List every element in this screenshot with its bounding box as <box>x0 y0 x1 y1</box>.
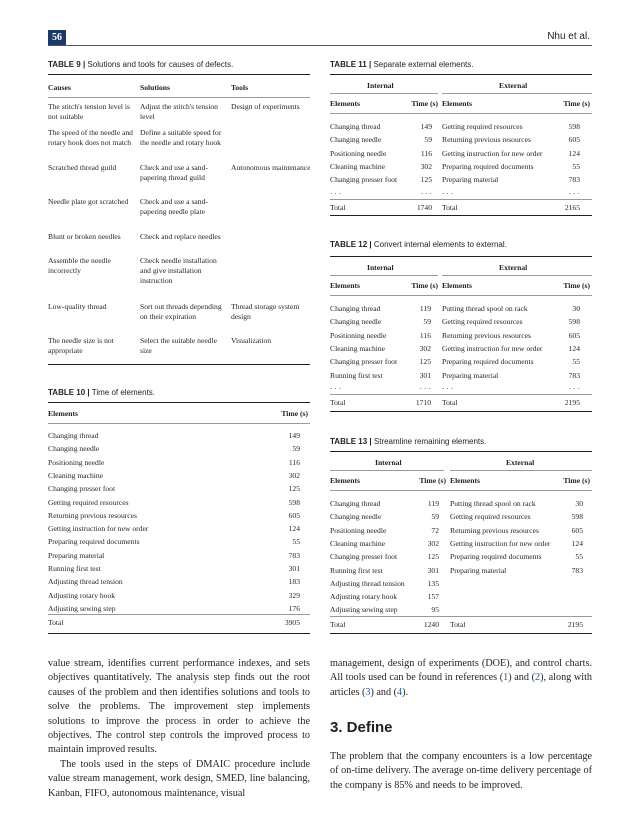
table10-time: 116 <box>288 457 300 467</box>
table11-internal-element: Positioning needle <box>330 148 387 158</box>
table10-element: Cleaning machine <box>48 470 104 480</box>
table10-element: Adjusting thread tension <box>48 577 123 587</box>
table11-header-time: Time (s) <box>411 99 438 108</box>
table11-external-time: 605 <box>568 135 580 145</box>
table10-time: 183 <box>288 577 300 587</box>
table11-internal-time: 1740 <box>416 202 432 212</box>
table12-external-time: · · · <box>568 383 580 393</box>
table10-header-elements: Elements <box>48 409 78 418</box>
table13-external-element: Returning previous resources <box>450 525 539 535</box>
table11-external-time: 783 <box>568 175 580 185</box>
table9-tool: Visualization <box>231 336 272 345</box>
section-title: 3. Define <box>330 719 393 736</box>
table11-internal-element: Changing presser foot <box>330 175 398 185</box>
table12-header-elements-ext: Elements <box>442 281 472 290</box>
table12-internal-time: 59 <box>423 317 431 327</box>
table12-internal-time: 119 <box>419 304 431 313</box>
table10-element: Changing needle <box>48 444 100 454</box>
table13-external-element: Total <box>450 619 466 629</box>
table9-solution: Select the suitable needle size <box>140 336 217 355</box>
table13-header-elements: Elements <box>330 476 360 485</box>
table9-solution: Define a suitable speed for the needle and rotary hook <box>140 128 222 147</box>
table12-header-time-ext: Time (s) <box>563 281 590 290</box>
table9-top-rule <box>48 74 310 75</box>
table10-time: 125 <box>288 484 300 494</box>
table10-element: Returning previous resources <box>48 510 137 520</box>
table10-header-time: Time (s) <box>281 409 308 418</box>
table12-external-element: Preparing material <box>442 370 499 380</box>
table10-time: 124 <box>288 524 300 534</box>
table12-title: Convert internal elements to external. <box>371 240 507 249</box>
table13-internal-time: 125 <box>427 552 439 562</box>
table11-caption <box>330 60 474 69</box>
table12-external-element: · · · <box>442 383 454 393</box>
table9-cause: Scratched thread guild <box>48 163 117 172</box>
right-column-text-2 <box>330 750 592 793</box>
table10-element: Adjusting rotary hook <box>48 590 116 600</box>
table10-element: Positioning needle <box>48 457 105 467</box>
table9-tool: Autonomous maintenance <box>231 163 311 172</box>
right-paragraph-2: The problem that the company encounters is a low percentage of on-time delivery. The average on-time delivery percentage of the company is 85% and needs to be improved. <box>330 751 592 791</box>
table11-internal-element: Changing needle <box>330 135 382 145</box>
table12-internal-time: 116 <box>419 330 431 340</box>
table9-cause: Needle plate got scratched <box>48 197 129 206</box>
table9-solution: Check needle installation and give installation instruction <box>140 256 217 285</box>
table13-internal-element: Total <box>330 619 346 629</box>
table12-external-element: Returning previous resources <box>442 330 531 340</box>
table11-header-rule <box>330 113 592 114</box>
table13-internal-time: 301 <box>427 565 439 575</box>
table12-external-time: 30 <box>572 304 580 313</box>
left-paragraph-2: The tools used in the steps of DMAIC procedure include value stream management, work design, SMED, line balancing, Kanban, FIFO, autonomous maintenance, visual <box>48 758 310 799</box>
table11-internal-time: · · · <box>420 188 432 198</box>
table12-group-external: External <box>499 263 528 272</box>
table11-internal-time: 59 <box>424 135 432 145</box>
table9-solution: Check and use a sand-papering needle plate <box>140 197 208 216</box>
table12-group-rule-internal <box>330 275 438 276</box>
table12-bottom-rule <box>330 411 592 412</box>
table13-group-external: External <box>506 458 535 467</box>
table13-external-element: Preparing material <box>450 565 507 575</box>
table9-header-causes: Causes <box>48 83 71 92</box>
table13-internal-time: 302 <box>427 538 439 548</box>
table11-external-time: · · · <box>568 188 580 198</box>
table9-solution: Adjust the stitch's tension level <box>140 102 218 121</box>
table9-cause: The speed of the needle and rotary hook does not match <box>48 128 133 147</box>
table11-group-external: External <box>499 81 528 90</box>
table12-external-time: 598 <box>568 317 580 327</box>
right-p1-text-c: ), along with articles ( <box>330 672 593 698</box>
table11-external-element: Getting instruction for new order <box>442 148 543 158</box>
table12-group-internal: Internal <box>367 263 394 272</box>
citation-link-2[interactable]: 2 <box>534 672 541 684</box>
table13-header-elements-ext: Elements <box>450 476 480 485</box>
citation-link-4[interactable]: 4 <box>397 686 403 698</box>
table13-internal-time: 157 <box>427 592 439 602</box>
table9-cause: The needle size is not appropriate <box>48 336 114 355</box>
table12-internal-time: 1710 <box>415 398 431 408</box>
table13-internal-time: 72 <box>431 525 439 535</box>
left-column-text <box>48 657 310 801</box>
table10-total-rule <box>48 614 310 615</box>
table11-total-rule <box>330 199 592 200</box>
right-p1-text-a: management, design of experiments (DOE), and control charts. All tools used can be found in references ( <box>330 658 592 684</box>
table13-internal-time: 1240 <box>423 619 439 629</box>
table13-external-time: 598 <box>571 512 583 522</box>
table11-external-time: 55 <box>572 161 580 171</box>
table13-external-time: 30 <box>575 499 583 508</box>
table11-external-time: 598 <box>568 122 580 131</box>
table13-header-time-ext: Time (s) <box>563 476 590 485</box>
table11-group-internal: Internal <box>367 81 394 90</box>
table11-group-rule-external <box>442 93 592 94</box>
table13-external-time: 2195 <box>567 619 583 629</box>
table11-external-time: 124 <box>568 148 580 158</box>
table11-internal-element: · · · <box>330 188 342 198</box>
table9-label: TABLE 9 | <box>48 60 86 69</box>
table13-group-rule-external <box>450 470 592 471</box>
table10-element: Preparing required documents <box>48 537 140 547</box>
table10-top-rule <box>48 402 310 403</box>
table12-internal-element: Changing presser foot <box>330 357 398 367</box>
table9-header-solutions: Solutions <box>140 83 170 92</box>
table12-total-rule <box>330 394 592 395</box>
table10-element: Adjusting sewing step <box>48 603 116 613</box>
table13-external-element: Getting required resources <box>450 512 531 522</box>
table11-header-elements: Elements <box>330 99 360 108</box>
table13-internal-element: Changing needle <box>330 512 382 522</box>
table10-time: 302 <box>288 470 300 480</box>
table12-external-element: Putting thread spool on rack <box>442 304 528 313</box>
page-number: 56 <box>48 30 66 45</box>
table12-external-element: Getting instruction for new order <box>442 343 543 353</box>
table11-external-element: Preparing required documents <box>442 161 534 171</box>
table12-internal-element: Running first test <box>330 370 383 380</box>
table11-external-element: Getting required resources <box>442 122 523 131</box>
table10-caption <box>48 388 155 397</box>
table13-header-time: Time (s) <box>419 476 446 485</box>
table13-internal-time: 95 <box>431 605 439 615</box>
table13-group-rule-internal <box>330 470 444 471</box>
right-p1-text-b: ) and ( <box>508 672 535 684</box>
table13-external-element: Preparing required documents <box>450 552 542 562</box>
table10-time: 598 <box>288 497 300 507</box>
table13-bottom-rule <box>330 633 592 634</box>
table11-group-rule-internal <box>330 93 438 94</box>
table13-internal-element: Changing thread <box>330 499 381 508</box>
table9-header-rule <box>48 97 310 98</box>
table11-internal-element: Changing thread <box>330 122 381 131</box>
table13-external-time: 605 <box>571 525 583 535</box>
table12-header-time: Time (s) <box>411 281 438 290</box>
table13-external-element: Getting instruction for new order <box>450 538 551 548</box>
table12-caption <box>330 240 507 249</box>
table9-solution: Check and use a sand-papering thread guild <box>140 163 208 182</box>
table12-internal-time: 301 <box>419 370 431 380</box>
table10-label: TABLE 10 | <box>48 388 90 397</box>
table12-internal-element: · · · <box>330 383 342 393</box>
table13-internal-element: Cleaning machine <box>330 538 386 548</box>
table10-element: Total <box>48 618 64 628</box>
table12-external-time: 55 <box>572 357 580 367</box>
table12-internal-time: 125 <box>419 357 431 367</box>
running-head: Nhu et al. <box>547 31 590 42</box>
table9-title: Solutions and tools for causes of defects. <box>85 60 234 69</box>
table9-cause: The stitch's tension level is not suitable <box>48 102 130 121</box>
table10-time: 3905 <box>284 618 300 628</box>
table13-external-element: Putting thread spool on rack <box>450 499 536 508</box>
header-rule <box>48 45 592 46</box>
table10-time: 55 <box>292 537 300 547</box>
table13-internal-element: Adjusting thread tension <box>330 578 405 588</box>
table12-external-time: 2195 <box>564 398 580 408</box>
table9-cause: Blunt or broken needles <box>48 232 121 241</box>
table12-external-time: 605 <box>568 330 580 340</box>
table10-bottom-rule <box>48 633 310 634</box>
table11-external-element: Returning previous resources <box>442 135 531 145</box>
table11-internal-time: 302 <box>420 161 432 171</box>
left-paragraph-1: value stream, identifies current performance indexes, and sets objectives quantitatively. The analysis step finds out the root causes of the problem and then identifies solutions and tools to solve the problems. The improvement step implements solutions to improve the process in order to achieve the objectives. The control step controls the improved process to maintain improved results. <box>48 658 310 756</box>
table11-external-element: Total <box>442 202 458 212</box>
table13-internal-time: 135 <box>427 578 439 588</box>
table11-title: Separate external elements. <box>371 60 474 69</box>
table12-internal-element: Cleaning machine <box>330 343 386 353</box>
table12-group-rule-external <box>442 275 592 276</box>
table9-bottom-rule <box>48 364 310 365</box>
right-column-text <box>330 657 592 700</box>
table12-internal-element: Changing thread <box>330 304 381 313</box>
table11-external-element: · · · <box>442 188 454 198</box>
table13-external-time: 55 <box>575 552 583 562</box>
right-p1-text-d: ) and ( <box>370 686 398 698</box>
table11-internal-time: 149 <box>420 122 432 131</box>
table12-internal-element: Changing needle <box>330 317 382 327</box>
table13-external-time: 124 <box>571 538 583 548</box>
table12-internal-element: Total <box>330 398 346 408</box>
table9-caption <box>48 60 233 69</box>
citation-link-3[interactable]: 3 <box>365 686 371 698</box>
table11-external-element: Preparing material <box>442 175 499 185</box>
table13-caption <box>330 437 486 446</box>
table11-header-time-ext: Time (s) <box>563 99 590 108</box>
table10-time: 783 <box>288 550 300 560</box>
table10-time: 605 <box>288 510 300 520</box>
table10-time: 329 <box>288 590 300 600</box>
table10-element: Getting required resources <box>48 497 129 507</box>
table10-element: Preparing material <box>48 550 105 560</box>
table13-header-rule <box>330 490 592 491</box>
table11-internal-element: Cleaning machine <box>330 161 386 171</box>
table10-element: Changing presser foot <box>48 484 116 494</box>
table11-top-rule <box>330 74 592 75</box>
table12-internal-time: · · · <box>419 383 431 393</box>
table10-element: Running first test <box>48 564 101 573</box>
table10-time: 176 <box>288 603 300 613</box>
table12-internal-time: 302 <box>419 343 431 353</box>
table13-internal-element: Running first test <box>330 565 383 575</box>
table9-tool: Design of experiments <box>231 102 300 111</box>
table13-internal-time: 59 <box>431 512 439 522</box>
right-paragraph-1 <box>330 657 592 700</box>
citation-link-1[interactable]: 1 <box>503 672 509 684</box>
table12-top-rule <box>330 256 592 257</box>
table12-external-element: Total <box>442 398 458 408</box>
table11-internal-time: 116 <box>420 148 432 158</box>
table11-external-time: 2165 <box>564 202 580 212</box>
table11-internal-time: 125 <box>420 175 432 185</box>
table9-cause: Assemble the needle incorrectly <box>48 256 111 275</box>
table9-tool: Thread storage system design <box>231 302 300 321</box>
table13-internal-element: Adjusting rotary hook <box>330 592 398 602</box>
table11-label: TABLE 11 | <box>330 60 372 69</box>
table9-solution: Check and replace needles <box>140 232 221 241</box>
table11-internal-element: Total <box>330 202 346 212</box>
table12-internal-element: Positioning needle <box>330 330 387 340</box>
table11-header-elements-ext: Elements <box>442 99 472 108</box>
table10-time: 59 <box>292 444 300 454</box>
table13-internal-element: Positioning needle <box>330 525 387 535</box>
right-p1-text-e: ). <box>402 686 409 698</box>
table12-header-rule <box>330 295 592 296</box>
table13-internal-element: Changing presser foot <box>330 552 398 562</box>
table10-element: Changing thread <box>48 431 99 440</box>
table13-title: Streamline remaining elements. <box>371 437 487 446</box>
table10-header-rule <box>48 423 310 424</box>
table12-external-time: 124 <box>568 343 580 353</box>
table9-header-tools: Tools <box>231 83 249 92</box>
table9-cause: Low-quality thread <box>48 302 107 311</box>
table12-external-element: Getting required resources <box>442 317 523 327</box>
table13-label: TABLE 13 | <box>330 437 372 446</box>
table10-title: Time of elements. <box>89 388 156 397</box>
table12-external-time: 783 <box>568 370 580 380</box>
table13-group-internal: Internal <box>375 458 402 467</box>
table13-external-time: 783 <box>571 565 583 575</box>
table13-internal-time: 119 <box>427 499 439 508</box>
table13-internal-element: Adjusting sewing step <box>330 605 398 615</box>
table10-time: 301 <box>288 564 300 573</box>
table9-solution: Sort out threads depending on their expiration <box>140 302 222 321</box>
table13-total-rule <box>330 616 592 617</box>
table12-external-element: Preparing required documents <box>442 357 534 367</box>
table10-time: 149 <box>288 431 300 440</box>
table11-bottom-rule <box>330 215 592 216</box>
table12-header-elements: Elements <box>330 281 360 290</box>
table13-top-rule <box>330 451 592 452</box>
table10-element: Getting instruction for new order <box>48 524 149 534</box>
table12-label: TABLE 12 | <box>330 240 372 249</box>
